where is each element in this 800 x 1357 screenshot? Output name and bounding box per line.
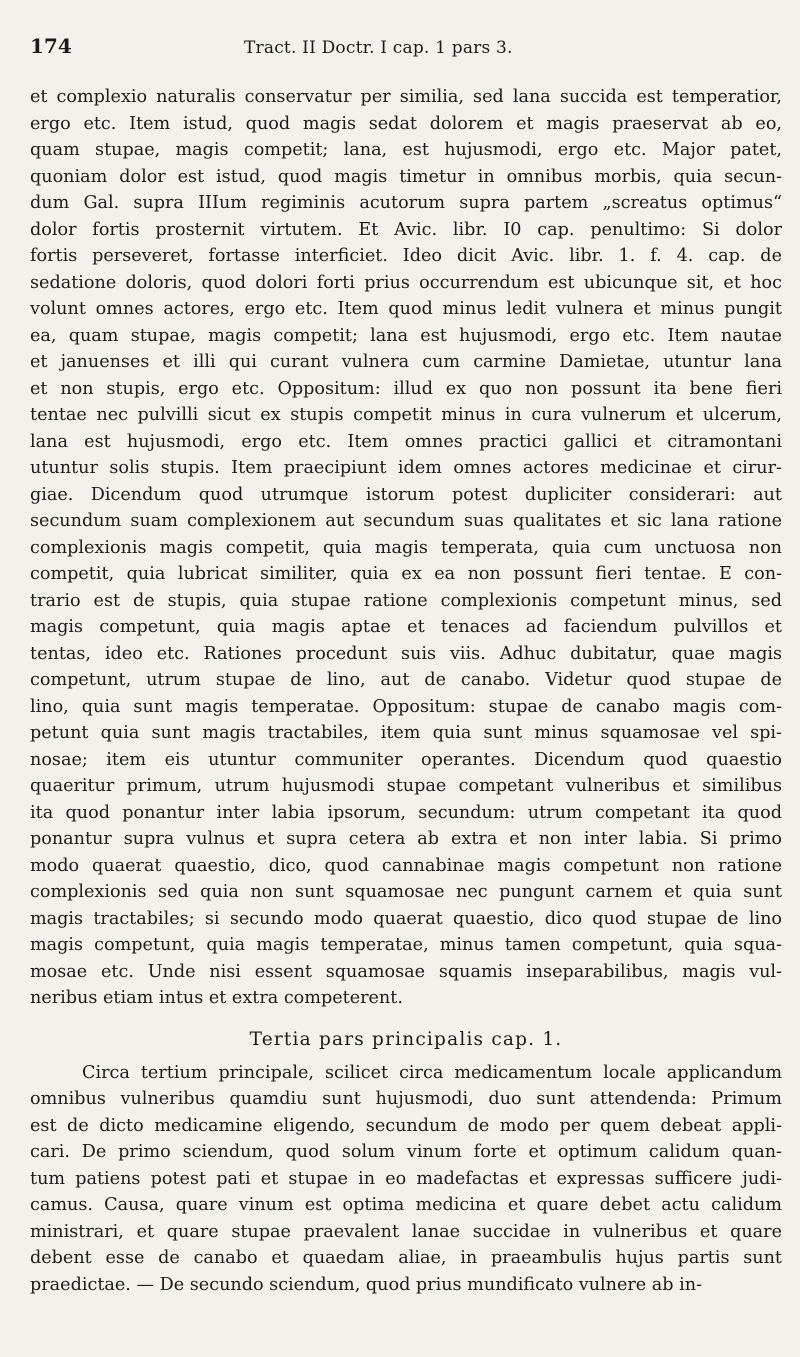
running-head: Tract. II Doctr. I cap. 1 pars 3.: [244, 38, 513, 58]
text-line: ponantur supra vulnus et supra cetera ab extra et non inter labia. Si primo: [30, 829, 782, 849]
text-line: dum Gal. supra IIIum regiminis acutorum supra partem „screatus optimus“: [30, 193, 782, 213]
text-line: ministrari, et quare stupae praevalent lanae succidae in vulneribus et quare: [30, 1221, 782, 1242]
text-line: secundum suam complexionem aut secundum suas qualitates et sic lana ratione: [30, 511, 782, 531]
text-line: camus. Causa, quare vinum est optima medicina et quare debet actu calidum: [30, 1195, 782, 1215]
text-line: et januenses et illi qui curant vulnera cum carmine Damietae, utuntur lana: [30, 352, 782, 372]
text-line: competit, quia lubricat similiter, quia ex ea non possunt fieri tentae. E con-: [30, 564, 782, 584]
text-line: tentae nec pulvilli sicut ex stupis competit minus in cura vulnerum et ulcerum,: [30, 405, 782, 425]
text-line: complexionis magis competit, quia magis temperata, quia cum unctuosa non: [30, 537, 782, 558]
text-line: ea, quam stupae, magis competit; lana est hujusmodi, ergo etc. Item nautae: [30, 325, 782, 346]
text-line: modo quaerat quaestio, dico, quod cannabinae magis competunt non ratione: [30, 855, 782, 876]
text-line: petunt quia sunt magis tractabiles, item quia sunt minus squamosae vel spi-: [30, 723, 782, 743]
page-header: [30, 34, 782, 74]
text-line: neribus etiam intus et extra competerent.: [30, 988, 403, 1008]
text-line: magis competunt, quia magis aptae et tenaces ad faciendum pulvillos et: [30, 617, 782, 637]
text-line: fortis perseveret, fortasse interficiet. Ideo dicit Avic. libr. 1. f. 4. cap. de: [30, 246, 782, 266]
text-line: quaeritur primum, utrum hujusmodi stupae competant vulneribus et similibus: [30, 776, 782, 796]
text-line: competunt, utrum stupae de lino, aut de canabo. Videtur quod stupae de: [30, 670, 782, 690]
text-line: praedictae. — De secundo sciendum, quod prius mundificato vulnere ab in-: [30, 1274, 703, 1295]
text-line: dolor fortis prosternit virtutem. Et Avic. libr. I0 cap. penultimo: Si dolor: [30, 219, 782, 240]
text-line: quam stupae, magis competit; lana, est hujusmodi, ergo etc. Major patet,: [30, 140, 782, 160]
text-line: utuntur solis stupis. Item praecipiunt idem omnes actores medicinae et cirur-: [30, 458, 782, 478]
text-line: trario est de stupis, quia stupae ratione complexionis competunt minus, sed: [30, 590, 782, 611]
text-line: debent esse de canabo et quaedam aliae, in praeambulis hujus partis sunt: [30, 1248, 782, 1268]
text-line: magis tractabiles; si secundo modo quaerat quaestio, dico quod stupae de lino: [30, 908, 782, 929]
paragraph-main: [30, 84, 782, 1012]
text-line: sedatione doloris, quod dolori forti prius occurrendum est ubicunque sit, et hoc: [30, 272, 782, 293]
paragraph-tertia-pars: [30, 1060, 782, 1299]
page-number: 174: [30, 34, 72, 58]
text-line: lana est hujusmodi, ergo etc. Item omnes practici gallici et citramontani: [30, 431, 782, 452]
section-title: Tertia pars principalis cap. 1.: [249, 1028, 563, 1050]
text-line: giae. Dicendum quod utrumque istorum potest dupliciter considerari: aut: [30, 484, 782, 505]
text-line: est de dicto medicamine eligendo, secundum de modo per quem debeat appli-: [30, 1115, 782, 1136]
text-line: cari. De primo sciendum, quod solum vinum forte et optimum calidum quan-: [30, 1142, 782, 1162]
text-line: ita quod ponantur inter labia ipsorum, secundum: utrum competant ita quod: [30, 802, 782, 823]
text-line: nosae; item eis utuntur communiter operantes. Dicendum quod quaestio: [30, 749, 782, 770]
text-line: mosae etc. Unde nisi essent squamosae squamis inseparabilibus, magis vul-: [30, 961, 782, 982]
text-line: magis competunt, quia magis temperatae, minus tamen competunt, quia squa-: [30, 935, 782, 955]
text-line: et non stupis, ergo etc. Oppositum: illud ex quo non possunt ita bene fieri: [30, 378, 782, 399]
text-line: quoniam dolor est istud, quod magis timetur in omnibus morbis, quia secun-: [30, 166, 782, 187]
text-line: Circa tertium principale, scilicet circa medicamentum locale applicandum: [82, 1062, 782, 1083]
text-line: omnibus vulneribus quamdiu sunt hujusmodi, duo sunt attendenda: Primum: [30, 1089, 782, 1109]
text-line: volunt omnes actores, ergo etc. Item quod minus ledit vulnera et minus pungit: [30, 299, 782, 319]
text-line: ergo etc. Item istud, quod magis sedat dolorem et magis praeservat ab eo,: [30, 113, 782, 134]
text-line: et complexio naturalis conservatur per similia, sed lana succida est temperatior,: [30, 87, 782, 107]
text-line: tentas, ideo etc. Rationes procedunt suis viis. Adhuc dubitatur, quae magis: [30, 643, 782, 664]
text-line: tum patiens potest pati et stupae in eo madefactas et expressas sufficere judi-: [30, 1168, 782, 1189]
text-line: complexionis sed quia non sunt squamosae nec pungunt carnem et quia sunt: [30, 882, 782, 902]
text-line: lino, quia sunt magis temperatae. Oppositum: stupae de canabo magis com-: [30, 696, 782, 717]
